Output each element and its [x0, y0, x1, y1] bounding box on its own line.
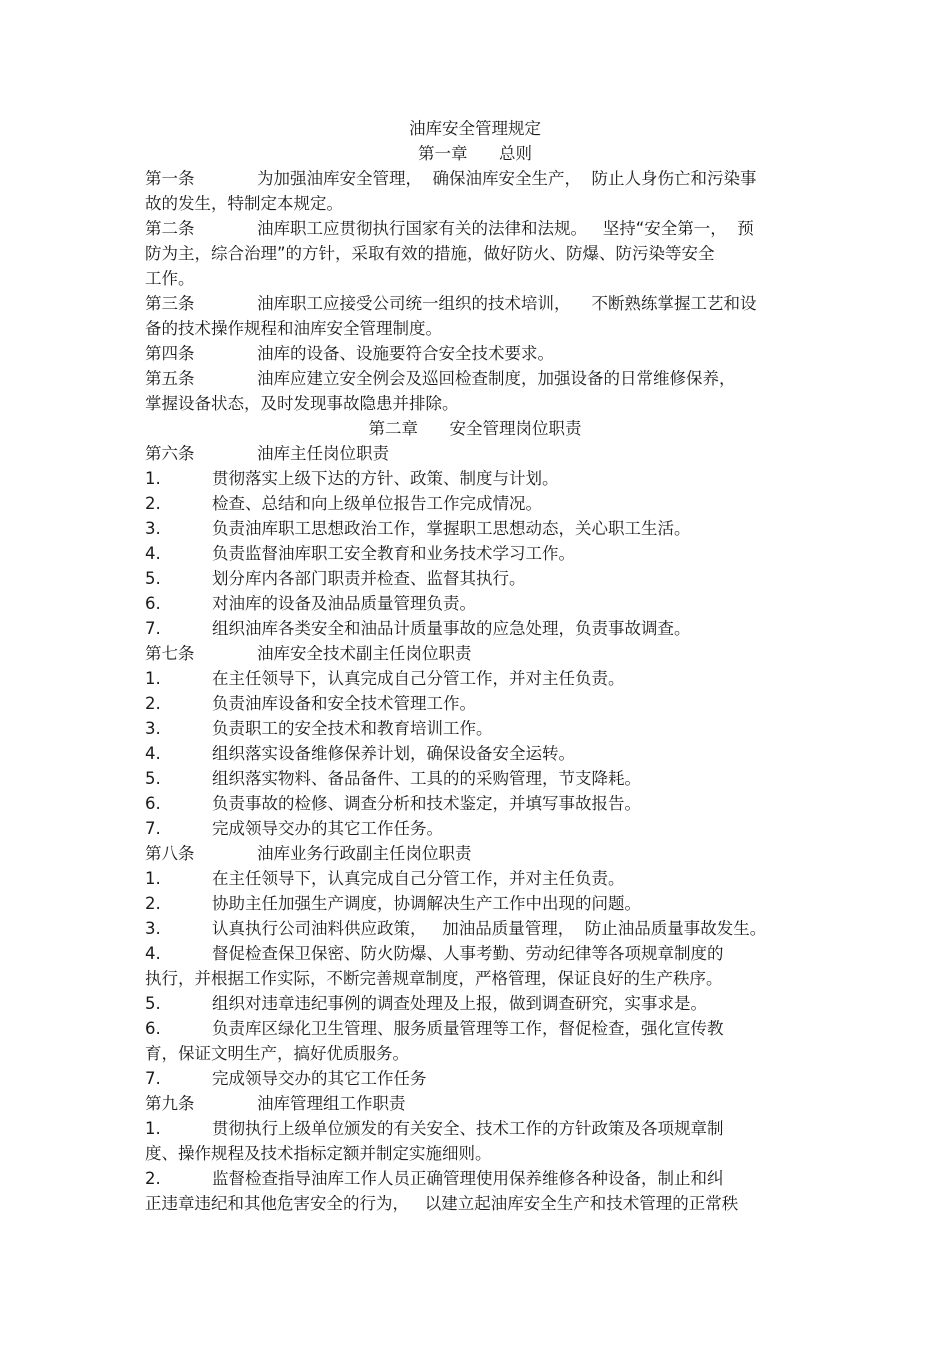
list-item — [145, 618, 691, 640]
article-text: 油库职工应贯彻执行国家有关的法律和法规。 坚持“安全第一， 预 — [257, 219, 754, 238]
list-item — [145, 543, 575, 565]
item-number: 5. — [145, 769, 161, 788]
item-number: 5. — [145, 994, 161, 1013]
article-text: 油库职工应接受公司统一组织的技术培训， 不断熟练掌握工艺和设 — [257, 294, 757, 313]
item-number: 7. — [145, 819, 161, 838]
item-number: 4. — [145, 744, 161, 763]
list-item — [145, 568, 526, 590]
article-label: 第三条 — [145, 294, 195, 313]
article-label: 第五条 — [145, 369, 195, 388]
article-label: 第七条 — [145, 644, 195, 663]
chapter-name: 总则 — [498, 144, 532, 163]
article-label: 第八条 — [145, 844, 195, 863]
article-label: 第一条 — [145, 169, 195, 188]
article-2-continuation: 工作。 — [145, 269, 195, 288]
article-label: 第九条 — [145, 1094, 195, 1113]
article-4 — [145, 343, 554, 365]
item-number: 4. — [145, 944, 161, 963]
item-text: 贯彻落实上级下达的方针、政策、制度与计划。 — [212, 469, 559, 488]
document-title: 油库安全管理规定 — [409, 119, 541, 138]
article-3 — [145, 293, 756, 315]
article-text: 油库的设备、设施要符合安全技术要求。 — [257, 344, 554, 363]
article-1-continuation: 故的发生，特制定本规定。 — [145, 194, 343, 213]
article-7 — [145, 643, 472, 665]
item-number: 6. — [145, 594, 161, 613]
item-text: 负责监督油库职工安全教育和业务技术学习工作。 — [212, 544, 575, 563]
chapter-label: 第一章 — [418, 144, 468, 163]
item-number: 2. — [145, 1169, 161, 1188]
article-2 — [145, 218, 754, 240]
article-8 — [145, 843, 472, 865]
list-item-continuation: 正违章违纪和其他危害安全的行为， 以建立起油库安全生产和技术管理的正常秩 — [145, 1194, 739, 1213]
item-text: 协助主任加强生产调度，协调解决生产工作中出现的问题。 — [212, 894, 641, 913]
item-text: 检查、总结和向上级单位报告工作完成情况。 — [212, 494, 542, 513]
list-item-continuation: 执行，并根据工作实际，不断完善规章制度，严格管理，保证良好的生产秩序。 — [145, 969, 723, 988]
item-text: 在主任领导下，认真完成自己分管工作，并对主任负责。 — [212, 669, 625, 688]
list-item — [145, 718, 493, 740]
item-number: 3. — [145, 719, 161, 738]
item-text: 组织油库各类安全和油品计质量事故的应急处理，负责事故调查。 — [212, 619, 691, 638]
chapter-name: 安全管理岗位职责 — [449, 419, 582, 438]
list-item — [145, 743, 575, 765]
list-item — [145, 1018, 724, 1040]
item-number: 1. — [145, 669, 161, 688]
list-item — [145, 993, 707, 1015]
list-item — [145, 518, 691, 540]
list-item — [145, 468, 559, 490]
item-text: 负责事故的检修、调查分析和技术鉴定，并填写事故报告。 — [212, 794, 641, 813]
list-item — [145, 918, 766, 940]
article-text: 油库应建立安全例会及巡回检查制度，加强设备的日常维修保养， — [257, 369, 736, 388]
chapter-2-heading — [0, 418, 950, 440]
article-text: 为加强油库安全管理， 确保油库安全生产， 防止人身伤亡和污染事 — [257, 169, 757, 188]
chapter-1-heading — [0, 143, 950, 165]
item-number: 7. — [145, 619, 161, 638]
item-text: 划分库内各部门职责并检查、监督其执行。 — [212, 569, 526, 588]
list-item — [145, 693, 476, 715]
item-text: 组织对违章违纪事例的调查处理及上报，做到调查研究，实事求是。 — [212, 994, 707, 1013]
item-text: 负责油库设备和安全技术管理工作。 — [212, 694, 476, 713]
article-1 — [145, 168, 756, 190]
list-item — [145, 593, 476, 615]
item-text: 在主任领导下，认真完成自己分管工作，并对主任负责。 — [212, 869, 625, 888]
article-6 — [145, 443, 389, 465]
item-number: 6. — [145, 794, 161, 813]
article-3-continuation: 备的技术操作规程和油库安全管理制度。 — [145, 319, 442, 338]
item-text: 负责库区绿化卫生管理、服务质量管理等工作，督促检查，强化宣传教 — [212, 1019, 724, 1038]
article-text: 油库业务行政副主任岗位职责 — [257, 844, 472, 863]
article-text: 油库管理组工作职责 — [257, 1094, 406, 1113]
list-item — [145, 818, 443, 840]
list-item-continuation: 育，保证文明生产，搞好优质服务。 — [145, 1044, 409, 1063]
article-label: 第二条 — [145, 219, 195, 238]
list-item — [145, 668, 625, 690]
item-text: 负责油库职工思想政治工作，掌握职工思想动态，关心职工生活。 — [212, 519, 691, 538]
item-text: 完成领导交办的其它工作任务。 — [212, 819, 443, 838]
item-text: 督促检查保卫保密、防火防爆、人事考勤、劳动纪律等各项规章制度的 — [212, 944, 724, 963]
item-text: 对油库的设备及油品质量管理负责。 — [212, 594, 476, 613]
article-text: 油库主任岗位职责 — [257, 444, 389, 463]
item-number: 1. — [145, 869, 161, 888]
item-number: 3. — [145, 919, 161, 938]
item-text: 负责职工的安全技术和教育培训工作。 — [212, 719, 493, 738]
item-text: 认真执行公司油料供应政策， 加油品质量管理， 防止油品质量事故发生。 — [212, 919, 767, 938]
article-5-continuation: 掌握设备状态，及时发现事故隐患并排除。 — [145, 394, 459, 413]
item-text: 贯彻执行上级单位颁发的有关安全、技术工作的方针政策及各项规章制 — [212, 1119, 724, 1138]
item-text: 组织落实物料、备品备件、工具的的采购管理，节支降耗。 — [212, 769, 641, 788]
item-number: 1. — [145, 469, 161, 488]
article-label: 第四条 — [145, 344, 195, 363]
article-2-continuation: 防为主，综合治理”的方针，采取有效的措施，做好防火、防爆、防污染等安全 — [145, 244, 715, 263]
item-text: 完成领导交办的其它工作任务 — [212, 1069, 427, 1088]
list-item — [145, 493, 542, 515]
list-item — [145, 943, 724, 965]
list-item — [145, 1118, 724, 1140]
item-text: 监督检查指导油库工作人员正确管理使用保养维修各种设备，制止和纠 — [212, 1169, 724, 1188]
list-item — [145, 1068, 427, 1090]
list-item — [145, 868, 625, 890]
item-number: 2. — [145, 894, 161, 913]
item-number: 7. — [145, 1069, 161, 1088]
list-item — [145, 1168, 724, 1190]
item-number: 2. — [145, 494, 161, 513]
chapter-label: 第二章 — [368, 419, 418, 438]
item-number: 2. — [145, 694, 161, 713]
list-item-continuation: 度、操作规程及技术指标定额并制定实施细则。 — [145, 1144, 492, 1163]
list-item — [145, 893, 641, 915]
list-item — [145, 768, 641, 790]
item-number: 3. — [145, 519, 161, 538]
article-label: 第六条 — [145, 444, 195, 463]
article-text: 油库安全技术副主任岗位职责 — [257, 644, 472, 663]
item-number: 4. — [145, 544, 161, 563]
list-item — [145, 793, 641, 815]
item-number: 1. — [145, 1119, 161, 1138]
item-number: 5. — [145, 569, 161, 588]
article-5 — [145, 368, 736, 390]
item-number: 6. — [145, 1019, 161, 1038]
item-text: 组织落实设备维修保养计划，确保设备安全运转。 — [212, 744, 575, 763]
article-9 — [145, 1093, 406, 1115]
